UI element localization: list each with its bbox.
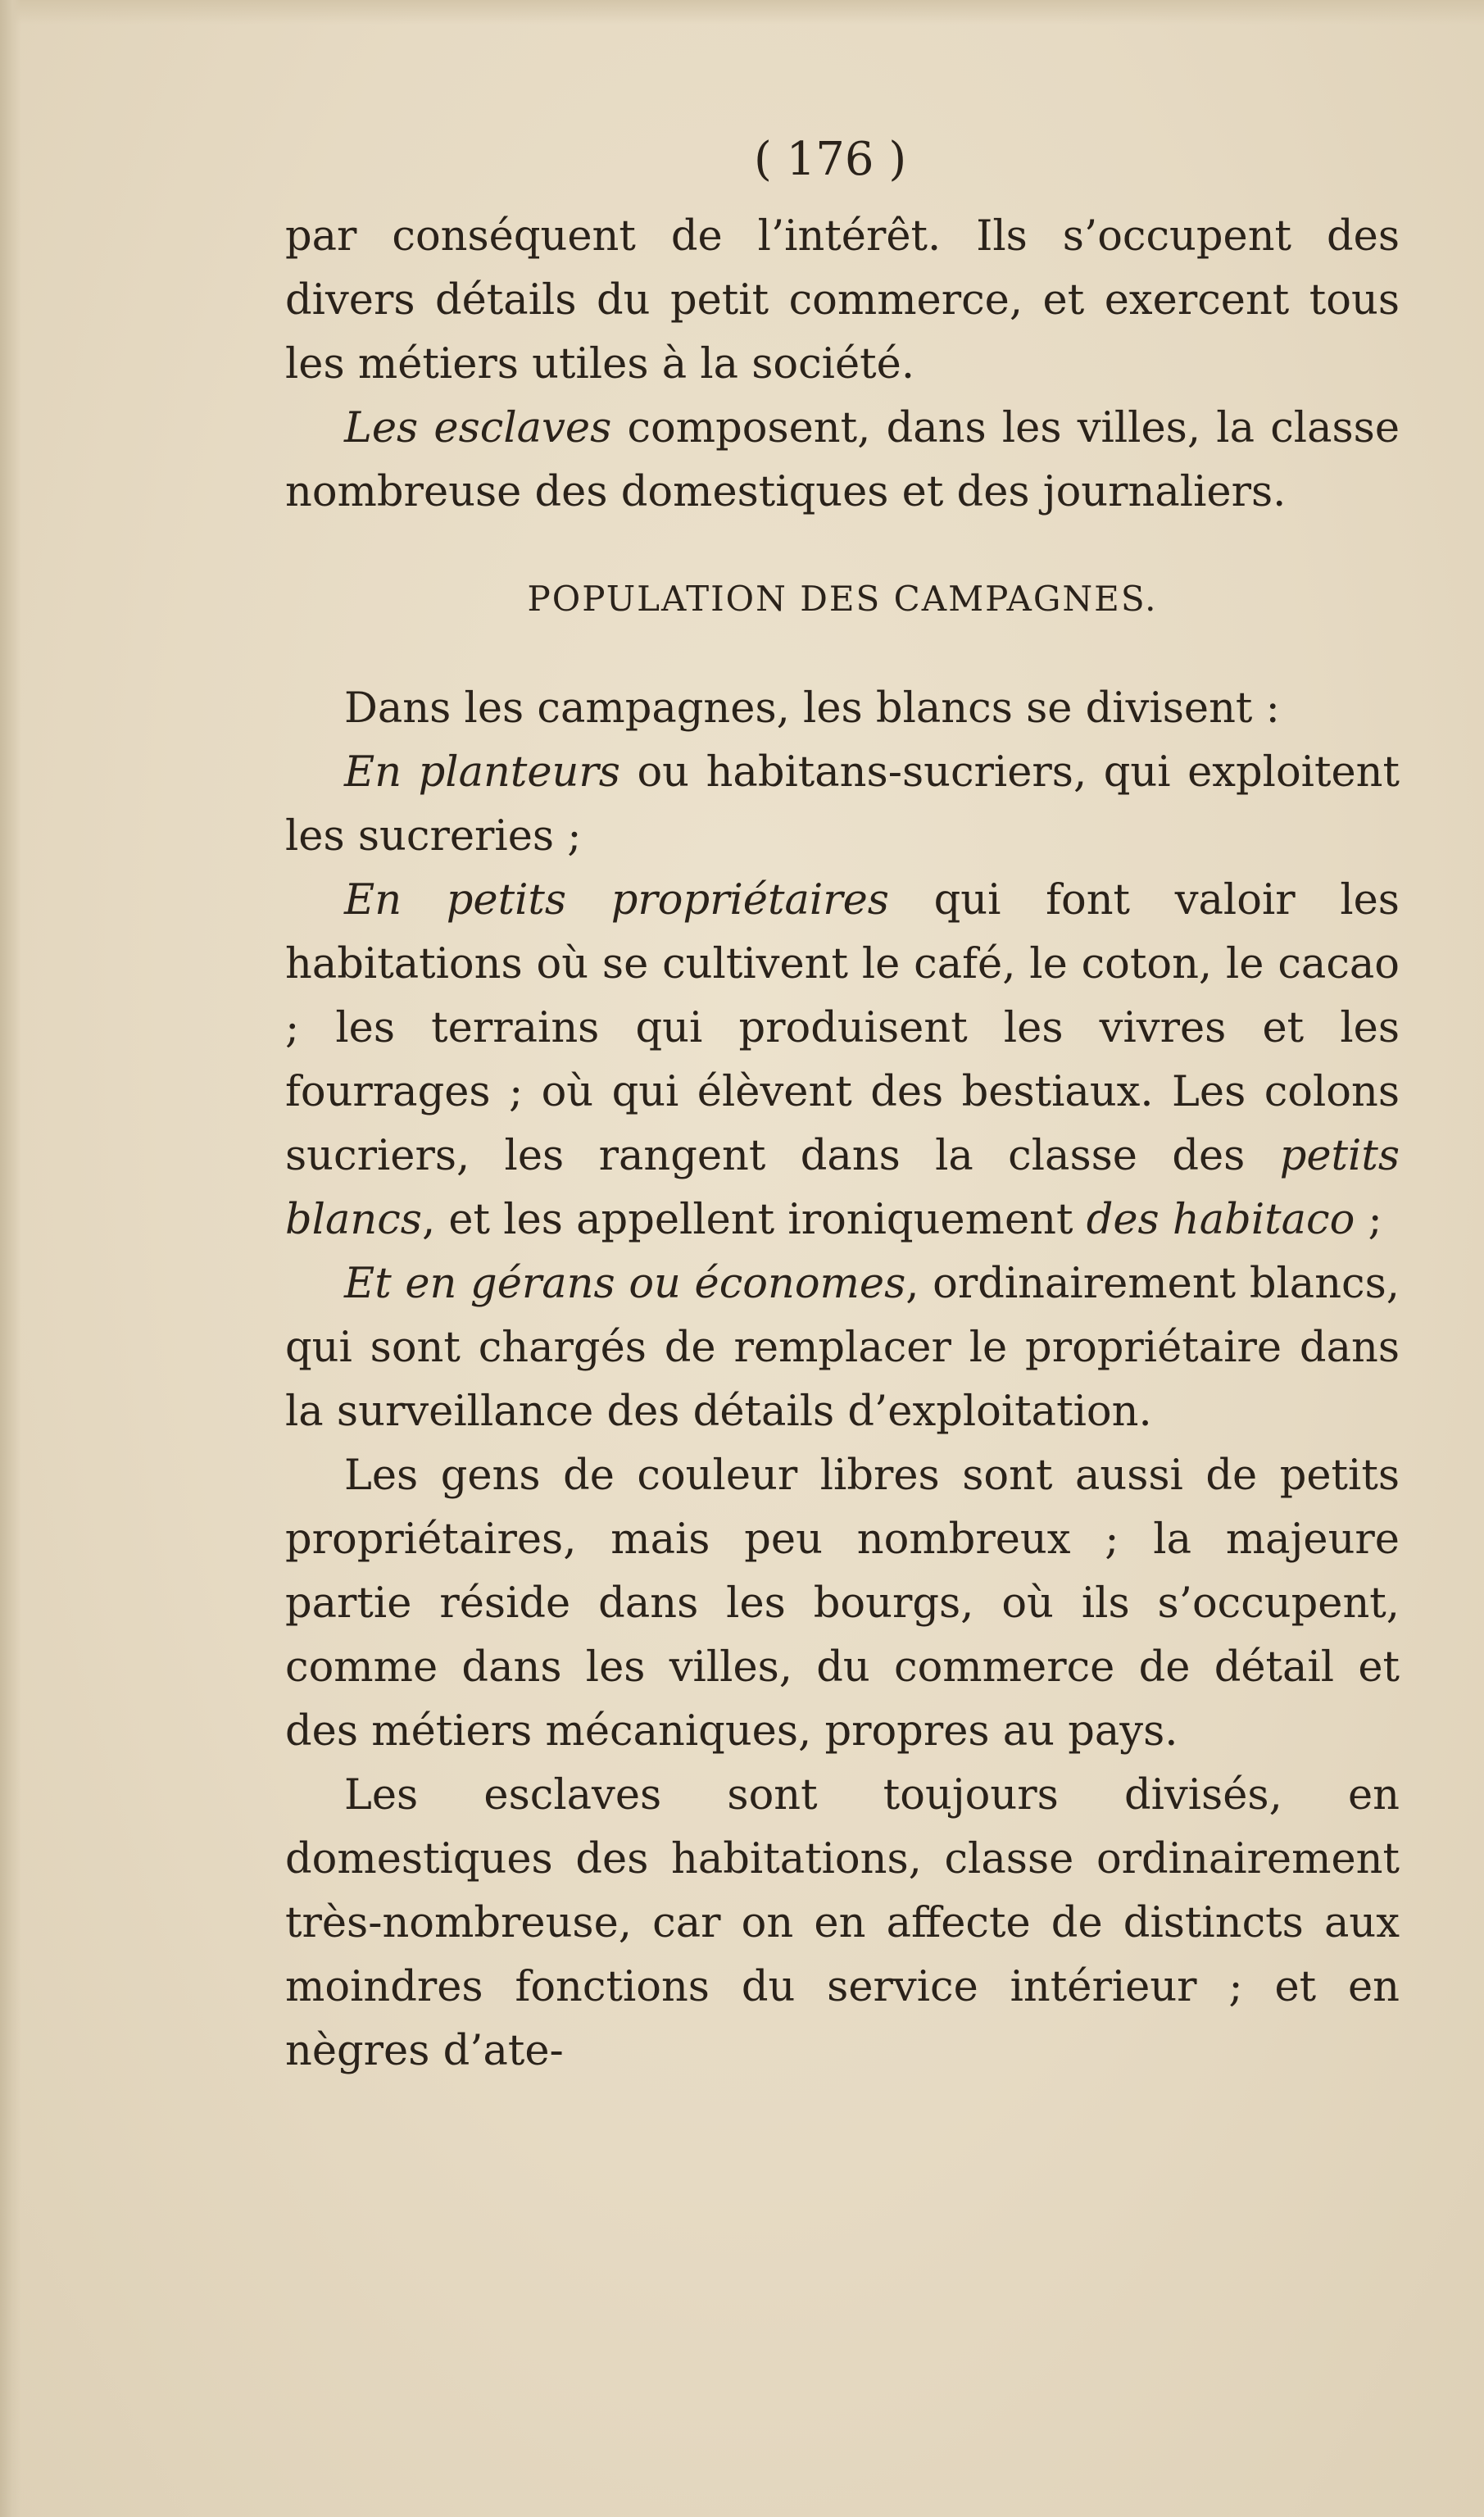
- paragraph-text: , et les appellent ironiquement: [421, 1196, 1087, 1244]
- paragraph-text: composent, dans les villes, la classe nombreuse des domestiques et des journaliers.: [285, 404, 1400, 516]
- paragraph-gens-de-couleur: [285, 1444, 1400, 1764]
- paragraph-esclaves-campagnes: [285, 1764, 1400, 2083]
- italic-term: En petits propriétaires: [344, 876, 889, 925]
- page-top-shadow: [0, 0, 1484, 25]
- italic-term: petits blancs: [285, 1132, 1400, 1244]
- page-binding-edge: [0, 0, 21, 2517]
- paragraph-planteurs: [285, 741, 1400, 869]
- paragraph-continuation: [285, 205, 1400, 397]
- paragraph-gerans: [285, 1252, 1400, 1444]
- paragraph-text: Dans les campagnes, les blancs se divisent :: [344, 684, 1280, 733]
- italic-term: En planteurs: [344, 748, 620, 797]
- page-number: ( 176 ): [754, 133, 907, 186]
- italic-term: Et en gérans ou économes: [344, 1260, 906, 1308]
- paragraph-text: Les esclaves sont toujours divisés, en domestiques des habitations, classe ordinairement très-nombreuse, car on en affecte de distincts aux moindres fonctions du service intérieur ; et en nègres d’ate-: [285, 1771, 1400, 2075]
- paragraph-petits-proprietaires: [285, 869, 1400, 1252]
- paragraph-text: ou habitans-sucriers, qui exploitent les sucreries ;: [285, 748, 1400, 861]
- italic-term: des habitaco: [1086, 1196, 1355, 1244]
- paragraph-text: , ordinairement blancs, qui sont chargés de remplacer le propriétaire dans la surveillance des détails d’exploitation.: [285, 1260, 1400, 1436]
- paragraph-text: ;: [1355, 1196, 1382, 1244]
- paragraph-esclaves-villes: [285, 397, 1400, 525]
- paragraph-intro-campagnes: [285, 677, 1400, 741]
- paragraph-text: par conséquent de l’intérêt. Ils s’occupent des divers détails du petit commerce, et exercent tous les métiers utiles à la société.: [285, 212, 1400, 388]
- italic-term: Les esclaves: [344, 404, 612, 452]
- page-body: [285, 205, 1400, 2083]
- paragraph-text: qui font valoir les habitations où se cultivent le café, le coton, le cacao ; les terrains qui produisent les vivres et les fourrages ; où qui élèvent des bestiaux. Les colons sucriers, les rangent dans la classe des: [285, 876, 1400, 1180]
- section-heading: POPULATION DES CAMPAGNES.: [527, 579, 1158, 619]
- paragraph-text: Les gens de couleur libres sont aussi de petits propriétaires, mais peu nombreux ; la majeure partie réside dans les bourgs, où ils s’occupent, comme dans les villes, du commerce de détail et des métiers mécaniques, propres au pays.: [285, 1452, 1400, 1756]
